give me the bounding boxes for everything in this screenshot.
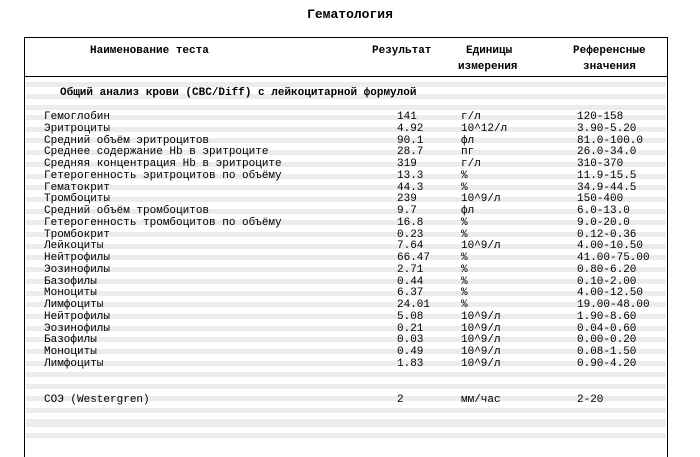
- test-unit: 10^9/л: [461, 357, 501, 370]
- test-value: 0.23: [397, 228, 424, 241]
- test-ref: 0.12-0.36: [577, 228, 637, 241]
- test-ref: 0.08-1.50: [577, 346, 637, 358]
- test-ref: 0.90-4.20: [577, 357, 637, 370]
- test-unit: 10^9/л: [461, 310, 501, 323]
- test-value: 0.03: [397, 334, 424, 347]
- header-ref-line2: значения: [583, 61, 636, 73]
- test-name: Нейтрофилы: [44, 310, 111, 323]
- test-name: Базофилы: [44, 275, 97, 288]
- table-row: [0, 112, 700, 124]
- row-stripe: [26, 105, 666, 110]
- test-unit: %: [461, 263, 468, 276]
- test-name: Лимфоциты: [44, 357, 104, 370]
- header-result: Результат: [372, 45, 432, 57]
- header-separator: [24, 76, 668, 77]
- test-ref: 0.80-6.20: [577, 263, 637, 276]
- test-ref: 1.90-8.60: [577, 310, 637, 323]
- test-name: Нейтрофилы: [44, 252, 111, 264]
- test-name: Лейкоциты: [44, 240, 104, 253]
- test-ref: 4.00-10.50: [577, 240, 644, 253]
- test-value: 66.47: [397, 252, 431, 264]
- test-name: Эозинофилы: [44, 263, 111, 276]
- table-row: [0, 265, 700, 277]
- test-name: Гетерогенность эритроцитов по объёму: [44, 169, 282, 182]
- test-unit: пг: [461, 146, 475, 159]
- table-row: [0, 159, 700, 171]
- test-value: 28.7: [397, 146, 424, 159]
- esr-row: [0, 394, 700, 406]
- esr-ref: 2-20: [577, 394, 604, 406]
- test-value: 5.08: [397, 310, 424, 323]
- table-row: [0, 218, 700, 230]
- header-units-line2: измерения: [458, 61, 518, 73]
- test-ref: 6.0-13.0: [577, 205, 630, 217]
- test-value: 13.3: [397, 169, 424, 182]
- test-name: Гетерогенность тромбоцитов по объёму: [44, 216, 282, 229]
- test-ref: 26.0-34.0: [577, 146, 637, 159]
- test-unit: %: [461, 252, 468, 264]
- test-value: 239: [397, 193, 417, 206]
- table-row: [0, 312, 700, 324]
- test-value: 0.49: [397, 346, 424, 358]
- table-row: [0, 347, 700, 359]
- test-value: 44.3: [397, 181, 424, 194]
- test-unit: фл: [461, 134, 475, 147]
- table-row: [0, 171, 700, 183]
- table-row: [0, 124, 700, 136]
- test-unit: 10^9/л: [461, 193, 501, 206]
- test-unit: 10^9/л: [461, 346, 501, 358]
- test-name: Базофилы: [44, 334, 97, 347]
- test-ref: 9.0-20.0: [577, 216, 630, 229]
- row-stripe: [26, 408, 666, 413]
- section-title: Общий анализ крови (CBC/Diff) с лейкоцитарной формулой: [60, 87, 417, 99]
- esr-value: 2: [397, 394, 404, 406]
- test-value: 319: [397, 158, 417, 170]
- test-unit: %: [461, 181, 468, 194]
- test-name: Моноциты: [44, 346, 97, 358]
- test-value: 90.1: [397, 134, 424, 147]
- row-stripe: [26, 433, 666, 438]
- test-value: 2.71: [397, 263, 424, 276]
- test-name: Моноциты: [44, 287, 97, 300]
- test-ref: 11.9-15.5: [577, 169, 637, 182]
- test-value: 9.7: [397, 205, 417, 217]
- test-value: 4.92: [397, 122, 424, 135]
- test-name: Гематокрит: [44, 181, 111, 194]
- test-unit: %: [461, 169, 468, 182]
- table-row: [0, 206, 700, 218]
- test-unit: г/л: [461, 158, 481, 170]
- test-name: Лимфоциты: [44, 299, 104, 311]
- test-name: Тромбокрит: [44, 228, 111, 241]
- test-value: 6.37: [397, 287, 424, 300]
- test-unit: %: [461, 275, 468, 288]
- test-unit: фл: [461, 205, 475, 217]
- test-ref: 0.10-2.00: [577, 275, 637, 288]
- test-name: Среднее содержание Hb в эритроците: [44, 146, 269, 159]
- test-unit: %: [461, 299, 468, 311]
- test-unit: 10^9/л: [461, 322, 501, 335]
- test-value: 24.01: [397, 299, 431, 311]
- test-name: Средняя концентрация Hb в эритроците: [44, 158, 282, 170]
- row-stripe: [26, 384, 666, 389]
- esr-name: СОЭ (Westergren): [44, 394, 150, 406]
- test-value: 16.8: [397, 216, 424, 229]
- row-stripe: [26, 372, 666, 377]
- test-ref: 0.00-0.20: [577, 334, 637, 347]
- test-value: 0.21: [397, 322, 424, 335]
- header-units-line1: Единицы: [466, 45, 513, 57]
- test-ref: 4.00-12.50: [577, 287, 644, 300]
- test-value: 0.44: [397, 275, 424, 288]
- table-row: [0, 253, 700, 265]
- test-value: 1.83: [397, 357, 424, 370]
- test-name: Тромбоциты: [44, 193, 111, 206]
- header-test-name: Наименование теста: [90, 45, 209, 57]
- test-ref: 120-158: [577, 111, 624, 123]
- table-row: [0, 300, 700, 312]
- test-name: Эозинофилы: [44, 322, 111, 335]
- test-ref: 0.04-0.60: [577, 322, 637, 335]
- test-unit: 10^9/л: [461, 334, 501, 347]
- page-title: Гематология: [307, 7, 393, 22]
- test-ref: 150-400: [577, 193, 624, 206]
- test-name: Средний объём эритроцитов: [44, 134, 210, 147]
- test-name: Гемоглобин: [44, 111, 111, 123]
- test-ref: 41.00-75.00: [577, 252, 650, 264]
- header-ref-line1: Референсные: [573, 45, 646, 57]
- test-name: Средний объём тромбоцитов: [44, 205, 210, 217]
- test-unit: %: [461, 228, 468, 241]
- test-name: Эритроциты: [44, 122, 111, 135]
- test-unit: %: [461, 216, 468, 229]
- test-ref: 310-370: [577, 158, 624, 170]
- test-value: 141: [397, 111, 417, 123]
- test-unit: %: [461, 287, 468, 300]
- test-ref: 81.0-100.0: [577, 134, 644, 147]
- test-ref: 3.90-5.20: [577, 122, 637, 135]
- test-unit: 10^9/л: [461, 240, 501, 253]
- row-stripe: [26, 419, 666, 424]
- test-unit: г/л: [461, 111, 481, 123]
- esr-unit: мм/час: [461, 394, 501, 406]
- table-row: [0, 359, 700, 371]
- test-value: 7.64: [397, 240, 424, 253]
- test-ref: 34.9-44.5: [577, 181, 637, 194]
- test-unit: 10^12/л: [461, 122, 508, 135]
- test-ref: 19.00-48.00: [577, 299, 650, 311]
